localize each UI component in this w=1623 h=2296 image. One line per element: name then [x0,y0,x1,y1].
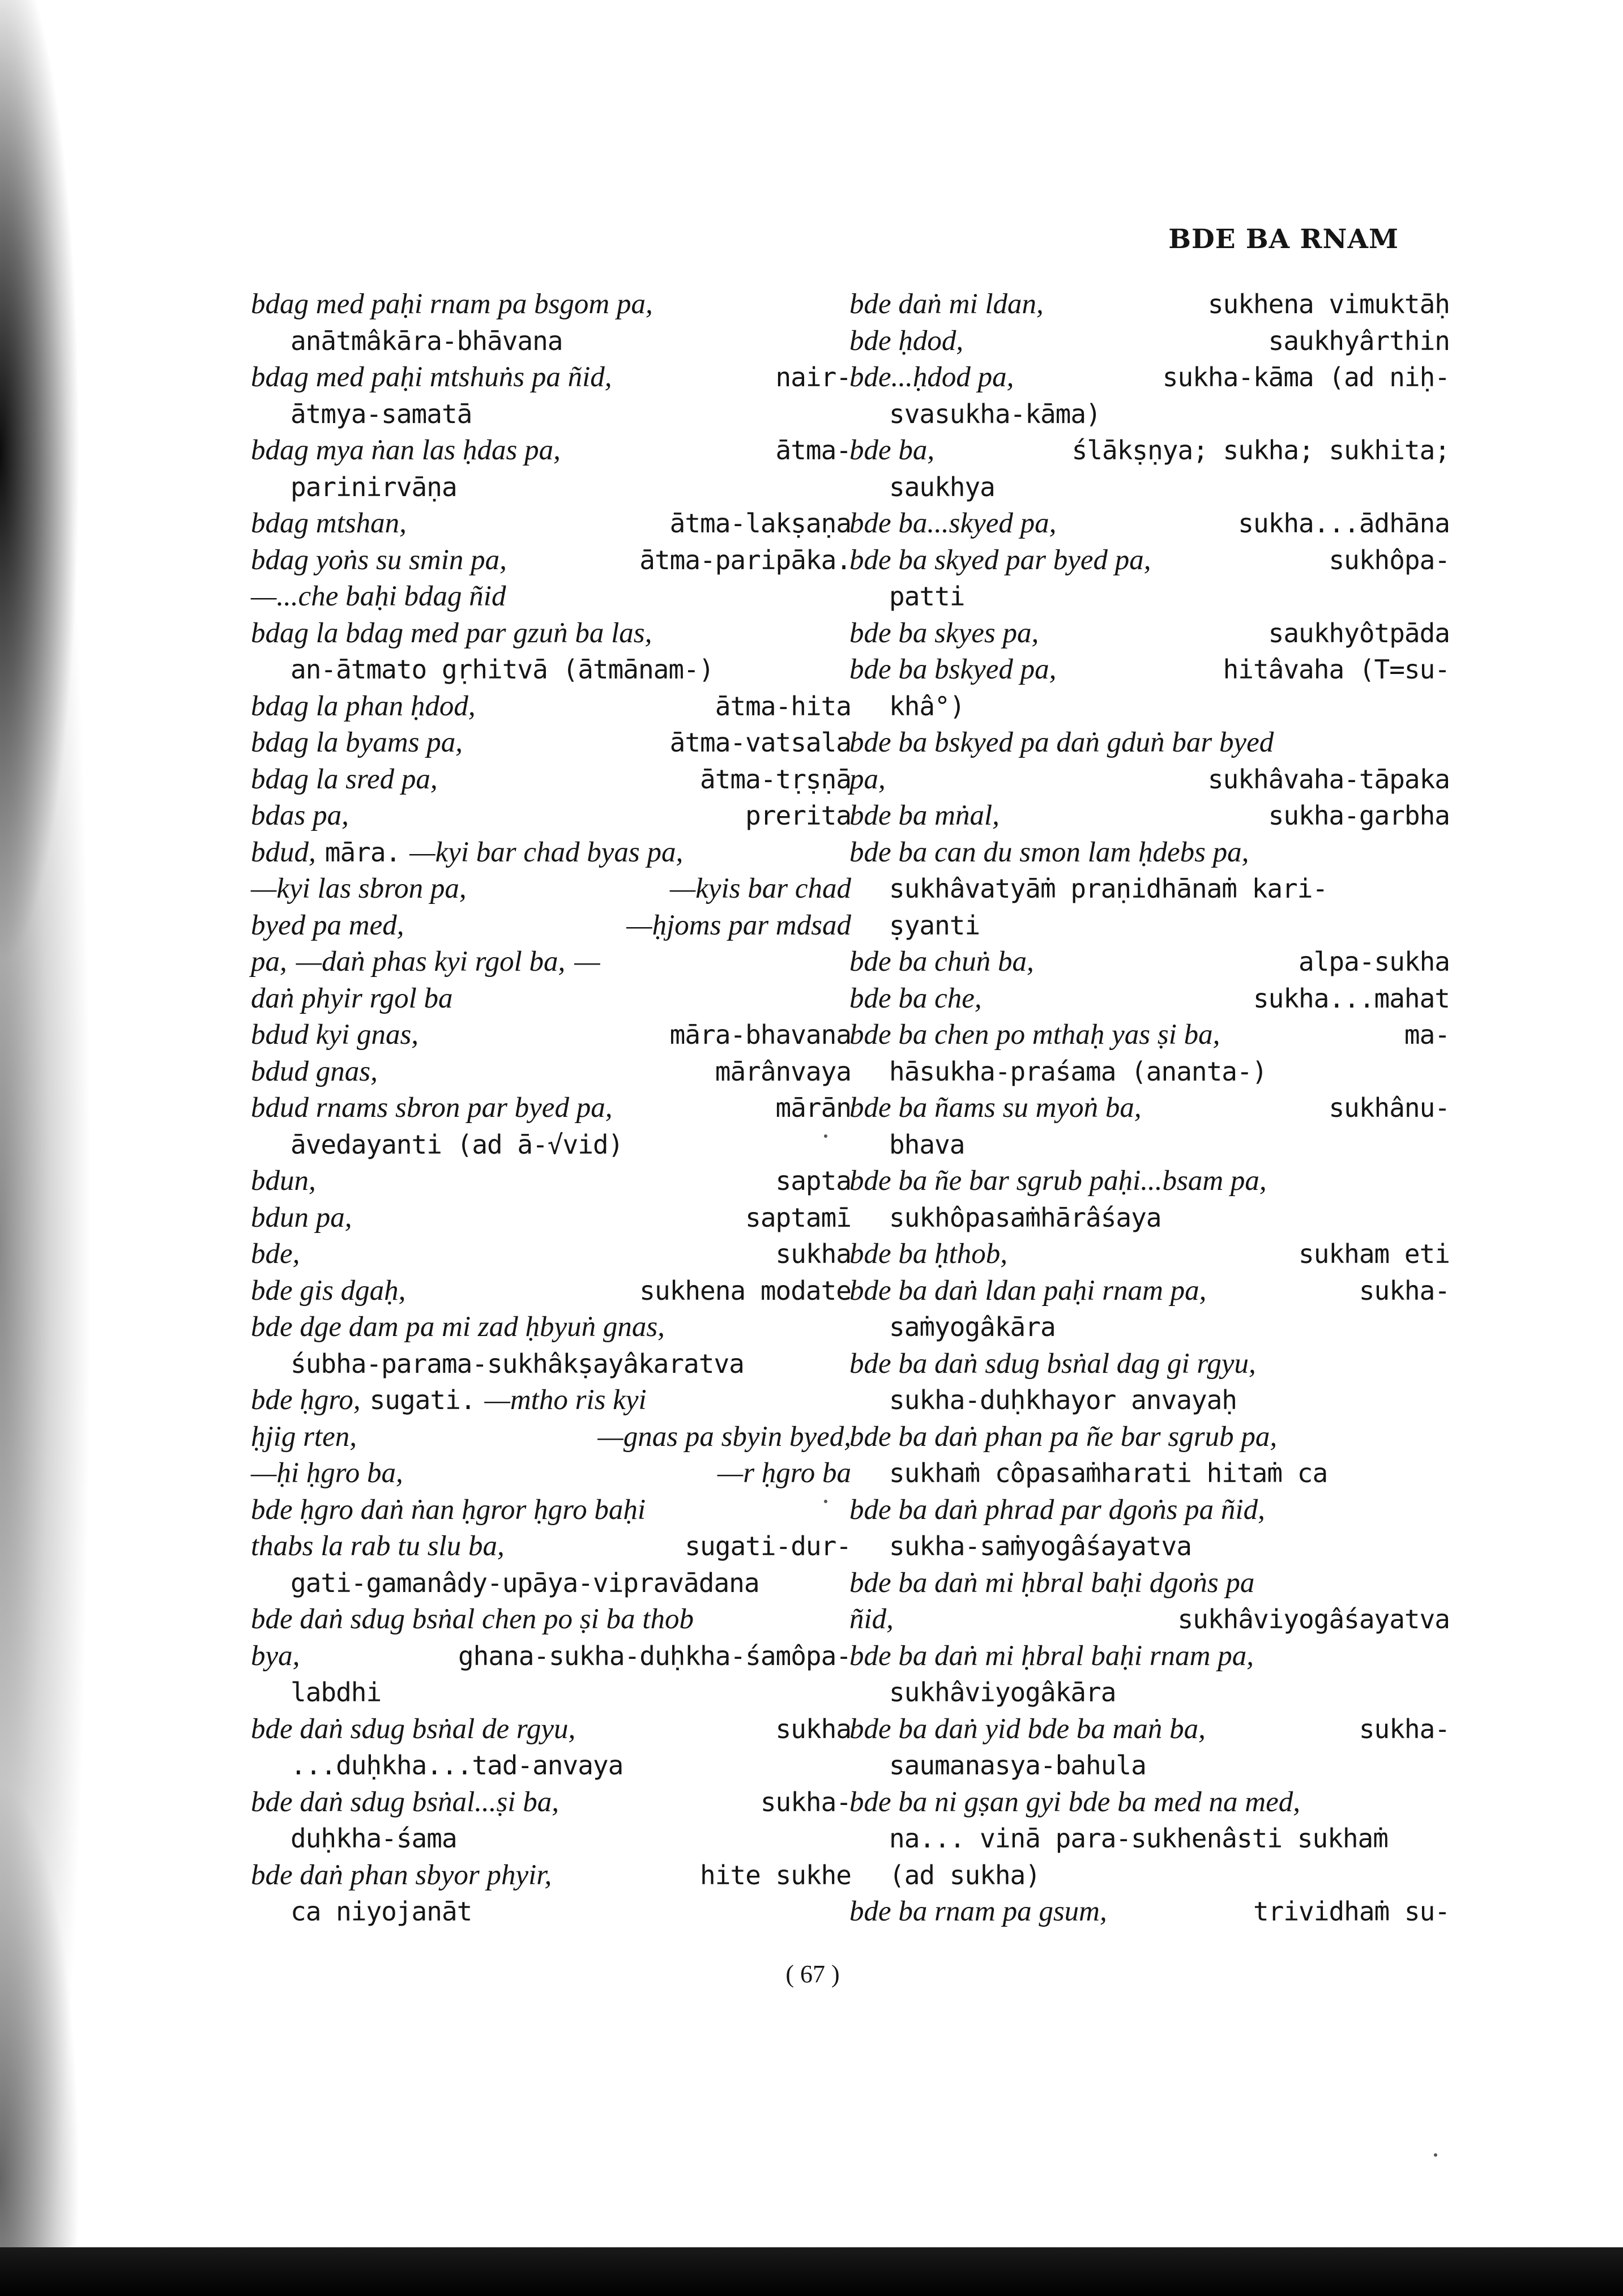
dictionary-line [849,469,1450,506]
tibetan-term: bdag la byams pa, [251,727,463,758]
tibetan-term: bde ḥgro daṅ ṅan ḥgror ḥgro baḥi [251,1493,646,1526]
tibetan-term: bde daṅ phan sbyor phyir, [251,1859,552,1891]
dictionary-line [849,980,1450,1017]
tibetan-term: bde ba, [849,434,935,466]
tibetan-term: bde ba daṅ mi ḥbral baḥi rnam pa, [849,1640,1254,1672]
sanskrit-equivalent: sukha...ādhāna [1238,508,1450,539]
sanskrit-equivalent: svasukha-kāma) [889,398,1101,429]
dictionary-line [251,578,851,615]
tibetan-term: bdud rnams sbron par byed pa, [251,1092,613,1124]
tibetan-term: bdag yoṅs su smin pa, [251,544,507,576]
tibetan-term: bdud gnas, [251,1055,378,1087]
dictionary-line [251,870,851,907]
tibetan-term: bdag la bdag med par gzuṅ ba las, [251,617,652,649]
tibetan-term: bde daṅ mi ldan, [849,288,1044,320]
sanskrit-equivalent: māra. [324,837,401,868]
sanskrit-equivalent: sukhâviyogâśayatva [1177,1604,1450,1634]
tibetan-term: bde ba daṅ phrad par dgoṅs pa ñid, [849,1493,1265,1526]
sanskrit-equivalent: ātmya-samatā [291,398,472,429]
dictionary-line [849,1711,1450,1748]
dictionary-line [251,1747,851,1784]
sanskrit-equivalent: māra-bhavana [669,1019,851,1050]
sanskrit-equivalent: alpa-sukha [1299,946,1450,977]
scan-bottom-edge [0,2247,1623,2296]
sanskrit-equivalent: trividhaṁ su- [1253,1896,1450,1927]
dictionary-line [251,1565,851,1602]
tibetan-term: bde, [251,1238,300,1270]
dictionary-line [251,1601,851,1638]
scan-speck [1434,2153,1437,2157]
sanskrit-equivalent: duḥkha-śama [291,1823,457,1854]
sanskrit-equivalent: na... vinā para-sukhenâsti sukhaṁ [889,1823,1388,1854]
dictionary-line [849,286,1450,323]
dictionary-line [849,1492,1450,1529]
dictionary-line [849,1419,1450,1456]
sanskrit-equivalent: sukhânu- [1329,1092,1450,1123]
scan-speck [824,1500,827,1503]
dictionary-line [849,870,1450,907]
sanskrit-equivalent: saṁyogâkāra [889,1312,1056,1342]
dictionary-line [251,980,851,1017]
tibetan-term: —ḥi ḥgro ba, [251,1457,403,1489]
sanskrit-equivalent: sukhâvatyāṁ praṇidhānaṁ kari- [889,873,1328,904]
sanskrit-equivalent: ātma- [775,435,851,466]
sanskrit-equivalent: patti [889,581,965,612]
dictionary-line [251,1784,851,1821]
dictionary-line [251,724,851,761]
tibetan-term: bdud kyi gnas, [251,1019,419,1051]
tibetan-term: ñid, [849,1603,894,1635]
dictionary-line [849,944,1450,980]
tibetan-term: —ḥjoms par mdsad [626,909,851,941]
sanskrit-equivalent: ...duḥkha...tad-anvaya [291,1750,623,1781]
sanskrit-equivalent: sukha-duḥkhayor anvayaḥ [889,1385,1237,1415]
tibetan-term: bde ba ni gṣan gyi bde ba med na med, [849,1786,1301,1818]
dictionary-line [849,505,1450,542]
tibetan-term: bde ḥdod, [849,325,964,357]
dictionary-line [251,1638,851,1675]
dictionary-line [849,1090,1450,1126]
book-binding-shadow [0,0,113,2296]
sanskrit-equivalent: mārān [775,1092,851,1123]
dictionary-line [251,359,851,396]
running-head: BDE BA RNAM [1168,224,1399,255]
tibetan-term: bdud, [251,836,316,868]
sanskrit-equivalent: sugati. [369,1385,476,1415]
sanskrit-equivalent: an-ātmato gṛhitvā (ātmānam-) [291,654,714,685]
dictionary-line [849,651,1450,688]
dictionary-line [251,1419,851,1456]
tibetan-term: — [574,946,600,978]
dictionary-line [849,396,1450,433]
tibetan-term: bde daṅ sdug bsṅal de rgyu, [251,1713,576,1745]
tibetan-term: bde...ḥdod pa, [849,361,1014,393]
tibetan-term: bde ba bskyed pa daṅ gduṅ bar byed [849,727,1274,758]
dictionary-line [849,1857,1450,1894]
sanskrit-equivalent: sukhâviyogâkāra [889,1677,1116,1708]
sanskrit-equivalent: hāsukha-praśama (ananta-) [889,1056,1267,1087]
sanskrit-equivalent: ghana-sukha-duḥkha-śamôpa- [458,1640,851,1671]
page-number: ( 67 ) [785,1960,840,1988]
dictionary-line [251,1200,851,1236]
sanskrit-equivalent: mārânvaya [715,1056,851,1087]
sanskrit-equivalent: sapta [775,1166,851,1196]
sanskrit-equivalent: sukha...mahat [1253,983,1450,1014]
sanskrit-equivalent: āvedayanti (ad ā-√vid) [291,1129,623,1160]
tibetan-term: —gnas pa sbyin byed, [597,1420,851,1453]
dictionary-line [849,1200,1450,1236]
dictionary-line [849,1017,1450,1053]
dictionary-line [251,1163,851,1200]
dictionary-line [251,542,851,579]
dictionary-line [251,651,851,688]
dictionary-line [251,396,851,433]
dictionary-line [251,1455,851,1492]
sanskrit-equivalent: ca niyojanāt [291,1896,472,1927]
dictionary-line [251,1017,851,1053]
tibetan-term: —daṅ phas kyi rgol ba, [296,946,566,978]
sanskrit-equivalent: sukhôpa- [1329,544,1450,575]
dictionary-line [849,724,1450,761]
dictionary-line [251,1711,851,1748]
dictionary-line [849,1820,1450,1857]
tibetan-term: bde ba skyed par byed pa, [849,544,1151,576]
dictionary-line [251,834,851,871]
dictionary-line [251,1820,851,1857]
tibetan-term: daṅ phyir rgol ba [251,982,453,1014]
tibetan-term: byed pa med, [251,909,404,941]
sanskrit-equivalent: sukha-garbha [1268,800,1450,831]
dictionary-line [251,761,851,798]
tibetan-term: bdun, [251,1165,316,1197]
sanskrit-equivalent: śubha-parama-sukhâkṣayâkaratva [291,1348,744,1379]
sanskrit-equivalent: anātmâkāra-bhāvana [291,325,563,356]
tibetan-term: bde dge dam pa mi zad ḥbyuṅ gnas, [251,1311,665,1343]
tibetan-term: pa, [849,763,886,795]
dictionary-line [251,432,851,469]
tibetan-term: bdun pa, [251,1201,352,1234]
sanskrit-equivalent: sugati-dur- [685,1531,851,1561]
tibetan-term: bdag mya ṅan las ḥdas pa, [251,434,561,466]
dictionary-line [251,1857,851,1894]
sanskrit-equivalent: sukhena vimuktāḥ [1207,289,1450,319]
dictionary-line [849,1309,1450,1346]
scan-speck [824,1134,827,1138]
sanskrit-equivalent: saumanasya-bahula [889,1750,1146,1781]
dictionary-line [849,1784,1450,1821]
sanskrit-equivalent: saukhya [889,471,995,502]
sanskrit-equivalent: prerita [745,800,851,831]
tibetan-term: bde ba daṅ phan pa ñe bar sgrub pa, [849,1420,1278,1453]
tibetan-term: bde ba ḥthob, [849,1238,1008,1270]
sanskrit-equivalent: sukhâvaha-tāpaka [1207,763,1450,795]
sanskrit-equivalent: khâ°) [889,690,965,722]
tibetan-term: bdas pa, [251,800,349,831]
tibetan-term: bde ba chen po mthaḥ yas ṣi ba, [849,1019,1220,1051]
sanskrit-equivalent: saptamī [745,1202,851,1233]
tibetan-term: bde ba can du smon lam ḥdebs pa, [849,836,1249,868]
dictionary-line [849,1126,1450,1163]
dictionary-line [849,1455,1450,1492]
dictionary-line [251,797,851,834]
dictionary-line [849,1747,1450,1784]
sanskrit-equivalent: gati-gamanâdy-upāya-vipravādana [291,1567,759,1598]
tibetan-term: bde gis dgaḥ, [251,1274,406,1307]
sanskrit-equivalent: labdhi [291,1677,382,1708]
sanskrit-equivalent: sukhôpasaṁhārâśaya [889,1202,1161,1233]
tibetan-term: pa, [251,946,287,978]
dictionary-line [849,578,1450,615]
dictionary-line [849,834,1450,871]
dictionary-line [251,688,851,725]
dictionary-line [849,1236,1450,1273]
dictionary-line [251,1492,851,1529]
tibetan-term: bde ba chuṅ ba, [849,946,1034,978]
tibetan-term: —kyi bar chad byas pa, [409,836,684,868]
sanskrit-equivalent: parinirvāṇa [291,471,457,502]
sanskrit-equivalent: hite sukhe [700,1859,851,1890]
sanskrit-equivalent: sukhaṁ côpasaṁharati hitaṁ ca [889,1458,1328,1488]
dictionary-line [849,688,1450,725]
tibetan-term: bde ba daṅ sdug bsṅal dag gi rgyu, [849,1347,1256,1380]
right-column [849,286,1450,1930]
dictionary-line [251,469,851,506]
tibetan-term: bde ba daṅ ldan paḥi rnam pa, [849,1274,1207,1307]
sanskrit-equivalent: sukha-kāma (ad niḥ- [1162,362,1450,392]
sanskrit-equivalent: ṣyanti [889,910,980,941]
dictionary-line [251,1126,851,1163]
sanskrit-equivalent: sukha- [1359,1275,1450,1306]
tibetan-term: bya, [251,1640,300,1672]
dictionary-line [849,1053,1450,1090]
tibetan-term: —...che baḥi bdag ñid [251,581,506,612]
dictionary-line [251,615,851,652]
dictionary-line [251,1273,851,1309]
dictionary-line [849,1674,1450,1711]
tibetan-term: bdag med paḥi mtshuṅs pa ñid, [251,361,612,393]
dictionary-line [251,1674,851,1711]
tibetan-term: bde ba daṅ mi ḥbral baḥi dgoṅs pa [849,1567,1255,1599]
left-column [251,286,851,1930]
tibetan-term: bde ba skyes pa, [849,617,1039,649]
sanskrit-equivalent: (ad sukha) [889,1859,1040,1890]
tibetan-term: bde daṅ sdug bsṅal chen po ṣi ba thob [251,1603,694,1635]
sanskrit-equivalent: sukha [775,1239,851,1269]
tibetan-term: bde ba rnam pa gsum, [849,1896,1107,1927]
dictionary-line [251,1090,851,1126]
dictionary-line [251,1528,851,1565]
sanskrit-equivalent: sukha [775,1713,851,1744]
tibetan-term: bde ba...skyed pa, [849,507,1057,539]
dictionary-line [849,761,1450,798]
dictionary-line [251,1893,851,1930]
tibetan-term: ḥjig rten, [251,1420,357,1453]
tibetan-term: bdag med paḥi rnam pa bsgom pa, [251,288,653,320]
sanskrit-equivalent: ātma-lakṣaṇa [669,508,851,539]
sanskrit-equivalent: nair- [775,362,851,392]
dictionary-line [251,1236,851,1273]
dictionary-line [251,1309,851,1346]
dictionary-line [251,944,851,980]
tibetan-term: —r ḥgro ba [717,1457,851,1489]
dictionary-line [849,1382,1450,1419]
tibetan-term: bde ba ñe bar sgrub paḥi...bsam pa, [849,1165,1267,1197]
tibetan-term: bde ba mṅal, [849,800,1000,831]
tibetan-term: bde ba ñams su myoṅ ba, [849,1092,1142,1124]
tibetan-term: —kyi las sbron pa, [251,873,467,904]
dictionary-line [849,615,1450,652]
sanskrit-equivalent: ātma-paripāka. [639,544,851,575]
tibetan-term: —mtho ris kyi [484,1384,647,1416]
dictionary-line [849,907,1450,944]
sanskrit-equivalent: bhava [889,1129,965,1160]
dictionary-line [849,432,1450,469]
dictionary-line [849,1893,1450,1930]
dictionary-line [849,1565,1450,1602]
tibetan-term: bdag la phan ḥdod, [251,690,476,722]
sanskrit-equivalent: saukhyôtpāda [1268,617,1450,648]
tibetan-term: bde daṅ sdug bsṅal...ṣi ba, [251,1786,559,1818]
tibetan-term: bde ḥgro, [251,1384,361,1416]
dictionary-line [251,323,851,360]
tibetan-term: bdag mtshan, [251,507,407,539]
sanskrit-equivalent: ātma-hita [715,690,851,722]
dictionary-line [251,286,851,323]
sanskrit-equivalent: sukha- [1359,1713,1450,1744]
dictionary-line [849,1273,1450,1309]
tibetan-term: thabs la rab tu slu ba, [251,1530,505,1562]
dictionary-line [849,323,1450,360]
dictionary-line [849,359,1450,396]
dictionary-line [849,542,1450,579]
tibetan-term: bde ba bskyed pa, [849,654,1057,685]
dictionary-line [251,1346,851,1382]
sanskrit-equivalent: ma- [1404,1019,1450,1050]
dictionary-line [251,1382,851,1419]
dictionary-line [849,797,1450,834]
sanskrit-equivalent: ātma-vatsala [669,727,851,758]
tibetan-term: bde ba che, [849,982,982,1014]
dictionary-line [849,1601,1450,1638]
dictionary-line [849,1163,1450,1200]
dictionary-line [251,1053,851,1090]
sanskrit-equivalent: saukhyârthin [1268,325,1450,356]
sanskrit-equivalent: hitâvaha (T=su- [1223,654,1450,685]
sanskrit-equivalent: sukhena modate [639,1275,851,1306]
sanskrit-equivalent: sukham eti [1299,1239,1450,1269]
sanskrit-equivalent: sukha- [760,1786,851,1817]
dictionary-line [251,505,851,542]
tibetan-term: bde ba daṅ yid bde ba maṅ ba, [849,1713,1206,1745]
sanskrit-equivalent: ślākṣṇya; sukha; sukhita; [1071,435,1450,466]
dictionary-line [251,907,851,944]
tibetan-term: —kyis bar chad [669,873,851,904]
sanskrit-equivalent: ātma-tṛṣṇā [700,763,851,795]
dictionary-line [849,1346,1450,1382]
dictionary-line [849,1528,1450,1565]
dictionary-line [849,1638,1450,1675]
sanskrit-equivalent: sukha-saṁyogâśayatva [889,1531,1191,1561]
tibetan-term: bdag la sred pa, [251,763,438,795]
